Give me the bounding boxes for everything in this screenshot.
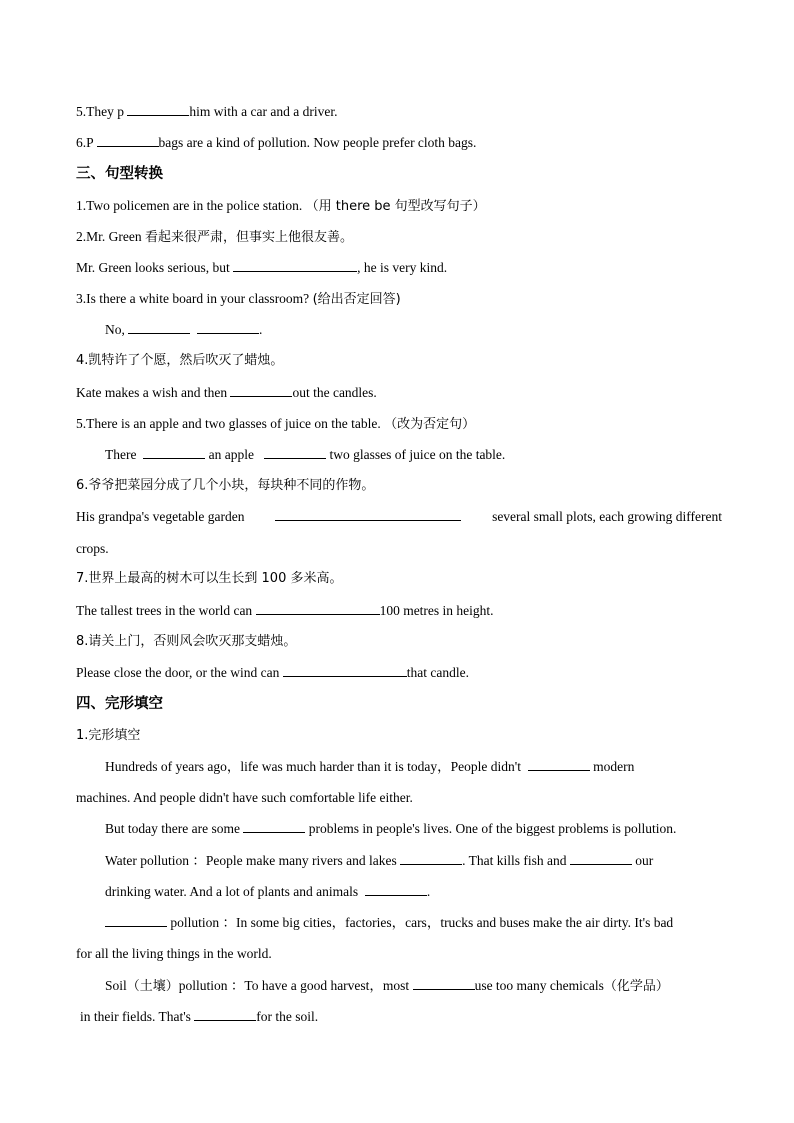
answer-blank[interactable] [275, 508, 337, 521]
answer-blank[interactable] [283, 664, 407, 677]
answer-blank[interactable] [233, 259, 357, 272]
answer-blank[interactable] [256, 602, 380, 615]
answer-blank[interactable] [400, 852, 462, 865]
transform-question-2: 2.Mr. Green 看起来很严肃，但事实上他很友善。 [76, 229, 353, 245]
cloze-paragraph-3: Water pollution ：People make many rivers and lakes . That kills fish and our [105, 853, 654, 868]
answer-blank[interactable] [128, 321, 190, 334]
answer-blank[interactable] [243, 820, 305, 833]
transform-question-3: 3.Is there a white board in your classroom? (给出否定回答) [76, 291, 401, 307]
cloze-paragraph-5-continued: in their fields. That's for the soil. [80, 1009, 319, 1024]
cloze-paragraph-1-continued: machines. And people didn't have such comfortable life either. [76, 790, 413, 805]
answer-blank[interactable] [337, 508, 399, 521]
cloze-paragraph-5: Soil（土壤）pollution ：To have a good harvest，most use too many chemicals（化学品） [105, 978, 669, 994]
answer-blank[interactable] [528, 758, 590, 771]
transform-question-6-answer: His grandpa's vegetable garden several small plots, each growing different [76, 509, 722, 524]
transform-question-1: 1.Two policemen are in the police station. （用 there be 句型改写句子） [76, 198, 486, 214]
answer-blank[interactable] [230, 384, 292, 397]
transform-question-4: 4.凯特许了个愿，然后吹灭了蜡烛。 [76, 353, 284, 368]
transform-question-7-answer: The tallest trees in the world can 100 metres in height. [76, 603, 494, 618]
answer-blank[interactable] [105, 914, 167, 927]
transform-question-8: 8.请关上门，否则风会吹灭那支蜡烛。 [76, 634, 297, 649]
cloze-subtitle: 1.完形填空 [76, 728, 141, 743]
cloze-paragraph-2: But today there are some problems in people's lives. One of the biggest problems is pollution. [105, 821, 677, 836]
answer-blank[interactable] [197, 321, 259, 334]
transform-question-7: 7.世界上最高的树木可以生长到 100 多米高。 [76, 571, 343, 586]
answer-blank[interactable] [97, 134, 159, 147]
section-4-title: 四、完形填空 [76, 696, 163, 712]
fill-question-5: 5.They p him with a car and a driver. [76, 104, 338, 119]
transform-question-8-answer: Please close the door, or the wind can that candle. [76, 665, 470, 680]
section-3-title: 三、句型转换 [76, 166, 163, 182]
cloze-paragraph-4: pollution ：In some big cities，factories，cars，trucks and buses make the air dirty. It's bad [105, 914, 673, 932]
answer-blank[interactable] [365, 883, 427, 896]
answer-blank[interactable] [264, 446, 326, 459]
cloze-paragraph-3-continued: drinking water. And a lot of plants and animals . [105, 884, 431, 899]
transform-question-6-continued: crops. [76, 541, 109, 556]
answer-blank[interactable] [194, 1008, 256, 1021]
cloze-paragraph-4-continued: for all the living things in the world. [76, 946, 272, 961]
fill-question-6: 6.P bags are a kind of pollution. Now people prefer cloth bags. [76, 135, 477, 150]
answer-blank[interactable] [570, 852, 632, 865]
cloze-paragraph-1: Hundreds of years ago，life was much harder than it is today，People didn't modern [105, 759, 635, 774]
transform-question-5-answer: There an apple two glasses of juice on the table. [105, 447, 506, 462]
answer-blank[interactable] [143, 446, 205, 459]
transform-question-6: 6.爷爷把菜园分成了几个小块，每块种不同的作物。 [76, 478, 375, 493]
answer-blank[interactable] [413, 977, 475, 990]
transform-question-5: 5.There is an apple and two glasses of juice on the table. （改为否定句） [76, 416, 476, 432]
answer-blank[interactable] [399, 508, 461, 521]
answer-blank[interactable] [127, 103, 189, 116]
transform-question-2-answer: Mr. Green looks serious, but , he is very kind. [76, 260, 448, 275]
transform-question-4-answer: Kate makes a wish and then out the candles. [76, 385, 377, 400]
transform-question-3-answer: No, . [105, 322, 263, 337]
